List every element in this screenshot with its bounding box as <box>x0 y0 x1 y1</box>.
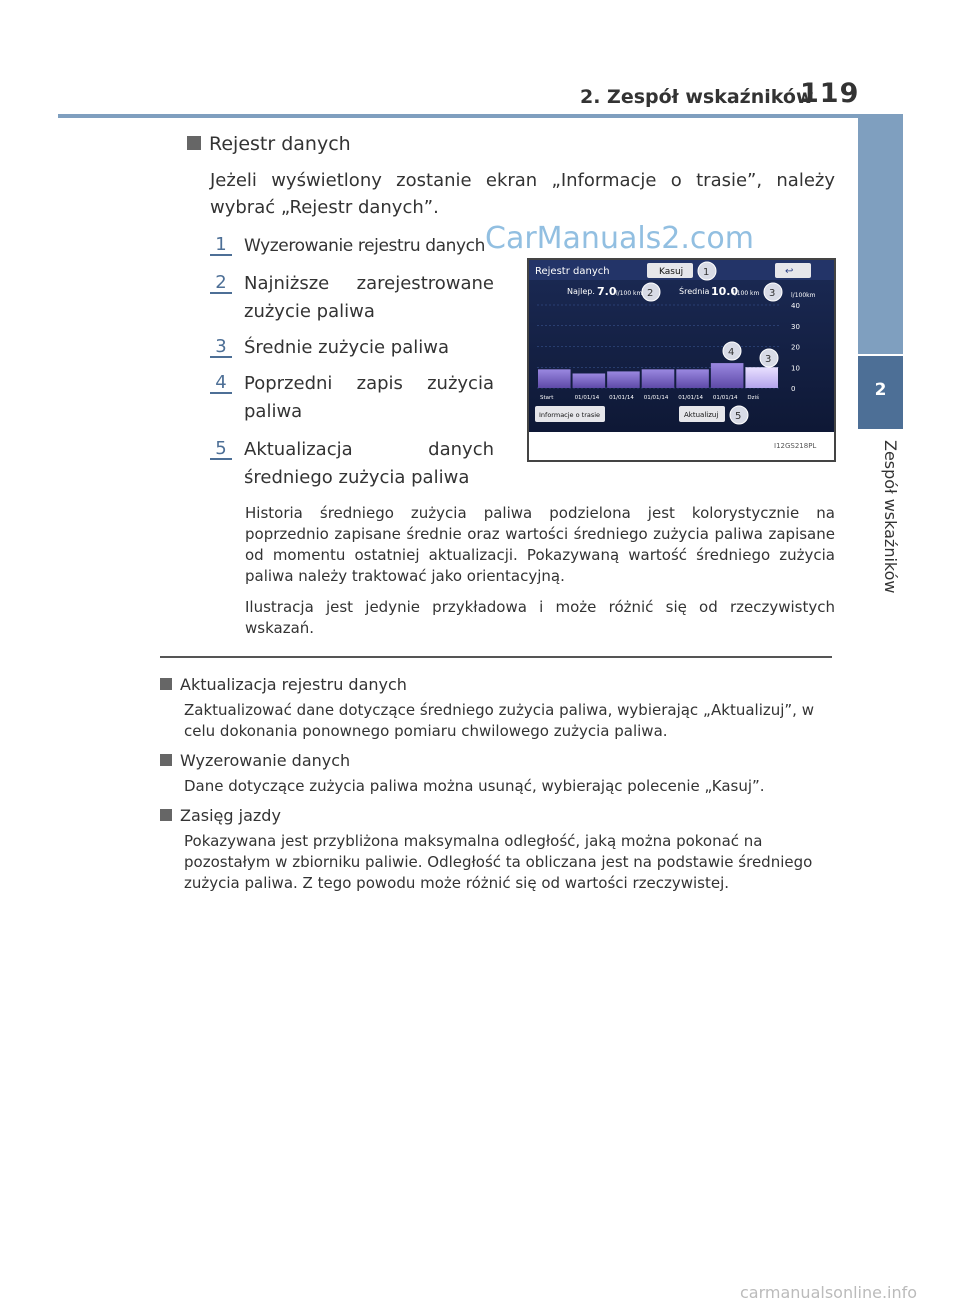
best-value: 7.0 <box>597 285 617 298</box>
y-unit: l/100km <box>791 292 816 299</box>
section-title-text: Rejestr danych <box>209 133 351 155</box>
label-number: 2 <box>210 272 232 294</box>
header-title: 2. Zespół wskaźników <box>580 86 814 108</box>
bar <box>538 369 571 388</box>
callout-2 <box>642 283 660 301</box>
label-number: 3 <box>210 336 232 358</box>
note-body: Zaktualizować dane dotyczące średniego zużycia paliwa, wybierając „Aktualizuj”, w celu dokonania ponownego pomiaru chwilowego zużycia paliwa. <box>184 701 814 740</box>
fuel-history-screenshot <box>527 258 836 462</box>
trip-info-button-label: Informacje o trasie <box>539 411 601 419</box>
section-title <box>187 133 351 155</box>
y-tick-label: 0 <box>791 385 796 393</box>
x-tick-label: 01/01/14 <box>678 395 703 401</box>
square-bullet-icon <box>160 678 172 690</box>
callout-3b <box>760 349 778 367</box>
svg-text:5: 5 <box>735 411 742 422</box>
square-bullet-icon <box>160 809 172 821</box>
section-divider <box>160 656 832 658</box>
label-number: 1 <box>210 234 232 256</box>
callout-3 <box>764 283 782 301</box>
label-text: Średnie zużycie paliwa <box>244 337 449 358</box>
y-tick-label: 10 <box>791 364 800 373</box>
svg-text:3: 3 <box>769 288 776 299</box>
square-bullet-icon <box>160 754 172 766</box>
header-rule <box>58 114 903 118</box>
note-title: Zasięg jazdy <box>160 806 832 825</box>
svg-text:2: 2 <box>647 288 654 299</box>
back-arrow-icon: ↩ <box>785 266 794 277</box>
label-text: Aktualizacja danych średniego zużycia paliwa <box>244 439 494 488</box>
bar <box>745 367 778 388</box>
bar <box>642 369 675 388</box>
avg-label: Średnia <box>679 287 710 296</box>
note-under-image-2: Ilustracja jest jedynie przykładowa i może różnić się od rzeczywistych wskazań. <box>245 598 835 637</box>
intro-paragraph: Jeżeli wyświetlony zostanie ekran „Informacje o trasie”, należy wybrać „Rejestr danych”. <box>210 170 835 218</box>
footer-watermark: carmanualsonline.info <box>740 1283 918 1302</box>
fuel-history-screen-svg <box>529 260 834 460</box>
x-tick-label: 01/01/14 <box>574 395 600 401</box>
image-code: I12GS218PL <box>774 442 817 450</box>
callout-5 <box>730 406 748 424</box>
y-tick-label: 30 <box>791 322 800 331</box>
bar <box>607 371 640 388</box>
note-body: Pokazywana jest przybliżona maksymalna odległość, jaką można pokonać na pozostałym w zbiorniku paliwie. Odległość ta obliczana jest na podstawie średniego zużycia paliwa. Z tego powodu może różnić się od wartości rzeczywistej. <box>184 832 813 892</box>
svg-text:4: 4 <box>728 347 735 358</box>
side-tab-number: 2 <box>874 380 887 400</box>
x-tick-label: Start <box>540 395 554 401</box>
label-text: Poprzedni zapis zużycia paliwa <box>244 373 494 422</box>
square-bullet-icon <box>187 136 201 150</box>
y-tick-label: 40 <box>791 302 800 310</box>
best-label: Najlep. <box>567 287 595 296</box>
update-button-label: Aktualizuj <box>684 411 719 419</box>
watermark: CarManuals2.com <box>485 221 755 256</box>
best-unit: l/100 km <box>616 290 643 297</box>
note-title: Aktualizacja rejestru danych <box>160 675 832 694</box>
note-under-image-1: Historia średniego zużycia paliwa podzielona jest kolorystycznie na poprzednio zapisane średnie oraz wartości średniego zużycia paliwa zapisane od momentu ostatniej aktualizacji. Pokazywaną wartość średniego zużycia paliwa należy traktować jako orientacyjną. <box>245 504 835 585</box>
side-tab <box>858 118 903 354</box>
label-text: Najniższe zarejestrowane zużycie paliwa <box>244 273 494 322</box>
avg-value: 10.0 <box>711 285 739 298</box>
note-body: Dane dotyczące zużycia paliwa można usunąć, wybierając polecenie „Kasuj”. <box>184 777 765 795</box>
page-number: 119 <box>800 78 860 109</box>
label-text: Wyzerowanie rejestru danych <box>244 236 485 256</box>
label-number: 5 <box>210 438 232 460</box>
notes-block <box>160 675 832 903</box>
svg-text:3: 3 <box>765 354 772 365</box>
label-number: 4 <box>210 372 232 394</box>
x-tick-label: 01/01/14 <box>712 395 738 401</box>
x-tick-label: 01/01/14 <box>609 395 634 401</box>
svg-text:1: 1 <box>703 267 710 278</box>
note-title: Wyzerowanie danych <box>160 751 832 770</box>
x-tick-label: Dziś <box>747 395 759 401</box>
x-tick-label: 01/01/14 <box>643 395 669 401</box>
bar <box>573 373 606 388</box>
callout-1 <box>698 262 716 280</box>
bar <box>676 369 709 388</box>
screen-title: Rejestr danych <box>535 266 610 277</box>
side-tab-label: Zespół wskaźników <box>881 440 900 594</box>
avg-unit: l/100 km <box>733 290 760 297</box>
y-tick-label: 20 <box>791 343 800 352</box>
callout-4 <box>723 342 741 360</box>
clear-button-label: Kasuj <box>659 267 684 277</box>
bar <box>711 363 744 388</box>
